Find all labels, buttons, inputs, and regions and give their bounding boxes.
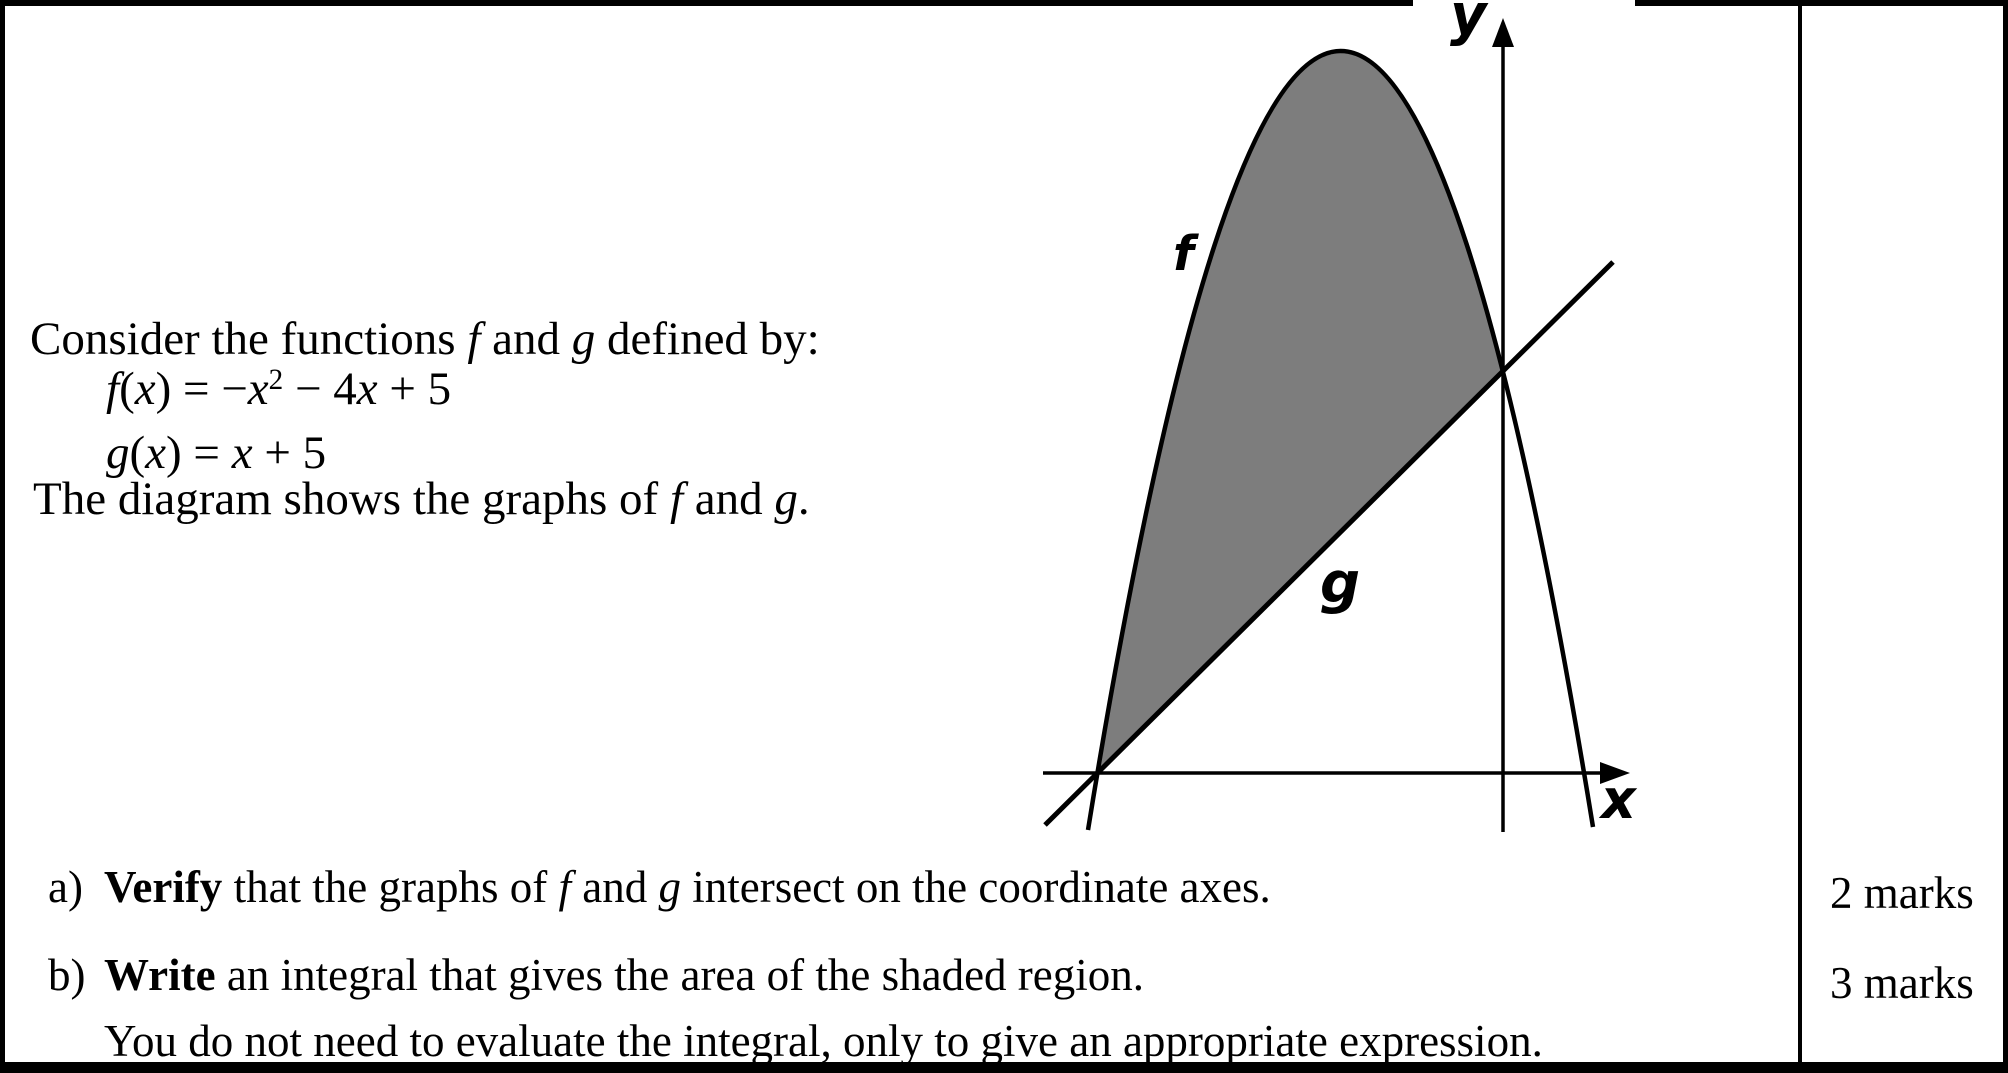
label-x-axis: x [1601,768,1636,831]
intro-line-1: Consider the functions f and g defined by: [30,313,820,365]
question-b-note: You do not need to evaluate the integral, only to give an appropriate expression. [104,1016,1543,1066]
shaded-region [1098,53,1503,773]
question-b-marks: 3 marks [1830,958,1974,1008]
right-border [2003,0,2008,1073]
question-a-text: Verify that the graphs of f and g intersect on the coordinate axes. [104,862,1271,912]
label-f: f [1173,226,1194,282]
top-border-right-segment [1635,0,2008,6]
question-b-text: Write an integral that gives the area of the shaded region. [104,950,1145,1000]
question-a-label: a) [48,862,83,912]
left-border [0,0,5,1073]
equation-f: $f(x) = -x^2 - 4x + 5$ [106,363,452,415]
intro-line-4: The diagram shows the graphs of f and g. [33,473,810,525]
label-y-axis: y [1450,0,1487,48]
question-a-marks: 2 marks [1830,868,1974,918]
function-graph-figure [1020,0,1680,860]
equation-g: g(x) = x + 5 [106,427,327,479]
question-b-label: b) [48,950,86,1000]
y-axis-arrowhead-icon [1492,18,1514,47]
marks-column-divider [1798,0,1802,1073]
label-g: g [1320,551,1361,616]
